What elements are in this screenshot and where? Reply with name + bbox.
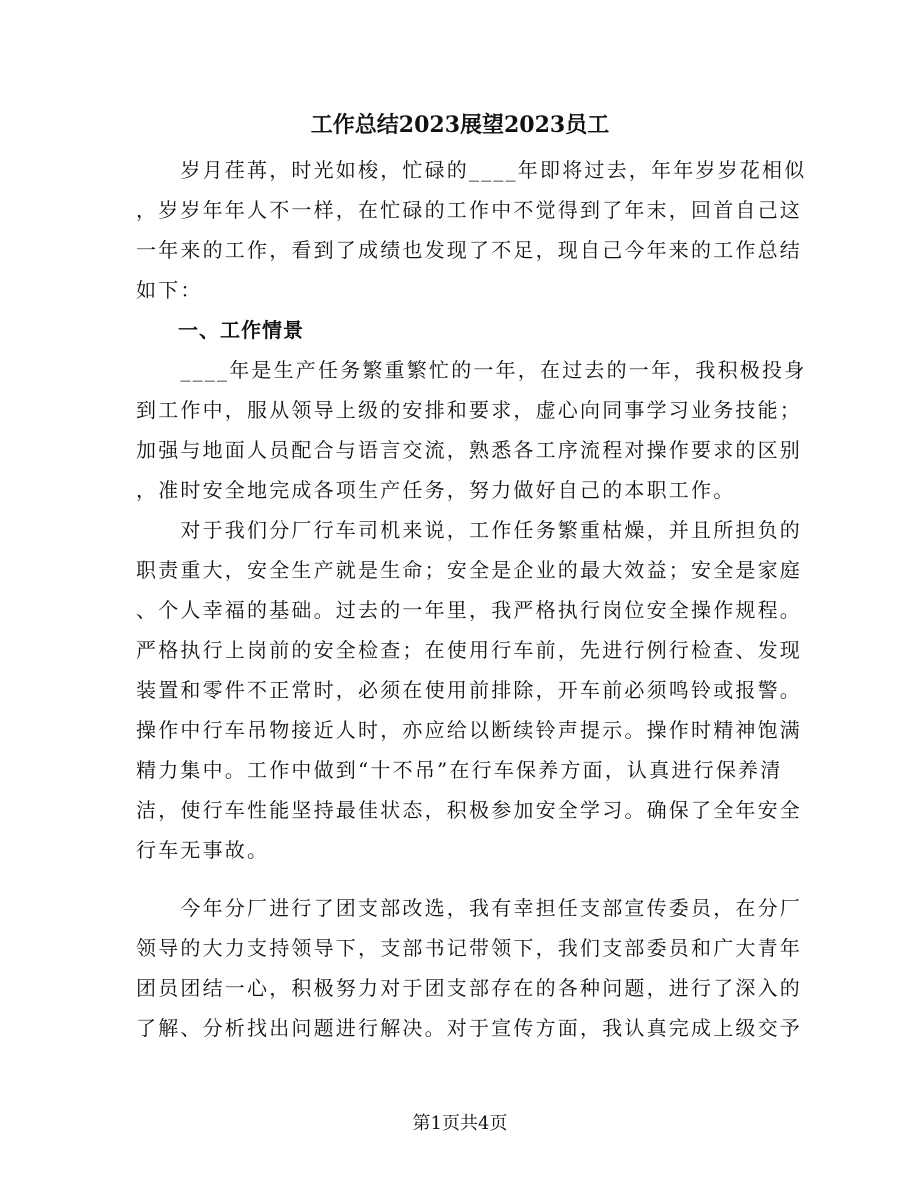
paragraph-line: 如下： xyxy=(136,278,203,302)
paragraph-line: 、个人幸福的基础。过去的一年里，我严格执行岗位安全操作规程。 xyxy=(136,598,802,622)
document-body xyxy=(136,150,807,1048)
paragraph-line: 一年来的工作，看到了成绩也发现了不足，现自己今年来的工作总结 xyxy=(136,238,802,262)
paragraph-line: ，准时安全地完成各项生产任务，努力做好自己的本职工作。 xyxy=(136,478,736,502)
paragraph-line: 领导的大力支持领导下，支部书记带领下，我们支部委员和广大青年 xyxy=(136,936,802,960)
paragraph-line: 装置和零件不正常时，必须在使用前排除，开车前必须鸣铃或报警。 xyxy=(136,678,802,702)
paragraph-line: 加强与地面人员配合与语言交流，熟悉各工序流程对操作要求的区别 xyxy=(136,438,802,462)
paragraph-line: ____年是生产任务繁重繁忙的一年，在过去的一年，我积极投身 xyxy=(136,358,807,382)
paragraph-line: 到工作中，服从领导上级的安排和要求，虚心向同事学习业务技能； xyxy=(136,398,802,422)
paragraph-gap xyxy=(136,870,778,888)
paragraph-line: 职责重大，安全生产就是生命；安全是企业的最大效益；安全是家庭 xyxy=(136,558,802,582)
paragraph-line: 操作中行车吊物接近人时，亦应给以断续铃声提示。操作时精神饱满 xyxy=(136,718,802,742)
section-heading: 一、工作情景 xyxy=(136,318,304,342)
paragraph-line: 今年分厂进行了团支部改选，我有幸担任支部宣传委员，在分厂 xyxy=(136,896,802,920)
paragraph-line: 洁，使行车性能坚持最佳状态，积极参加安全学习。确保了全年安全 xyxy=(136,798,802,822)
paragraph-line: 岁月荏苒，时光如梭，忙碌的____年即将过去，年年岁岁花相似 xyxy=(136,158,807,182)
paragraph-line: 了解、分析找出问题进行解决。对于宣传方面，我认真完成上级交予 xyxy=(136,1016,802,1040)
paragraph-line: 对于我们分厂行车司机来说，工作任务繁重枯燥，并且所担负的 xyxy=(136,518,802,542)
paragraph-line: 团员团结一心，积极努力对于团支部存在的各种问题，进行了深入的 xyxy=(136,976,802,1000)
paragraph-line: 行车无事故。 xyxy=(136,838,270,862)
paragraph-line: 精力集中。工作中做到“十不吊”在行车保养方面，认真进行保养清 xyxy=(136,758,783,782)
page-footer: 第1页共4页 xyxy=(412,1113,508,1134)
document-title: 工作总结2023展望2023员工 xyxy=(310,112,610,138)
paragraph-line: 严格执行上岗前的安全检查；在使用行车前，先进行例行检查、发现 xyxy=(136,638,802,662)
paragraph-line: ，岁岁年年人不一样，在忙碌的工作中不觉得到了年末，回首自己这 xyxy=(136,198,802,222)
